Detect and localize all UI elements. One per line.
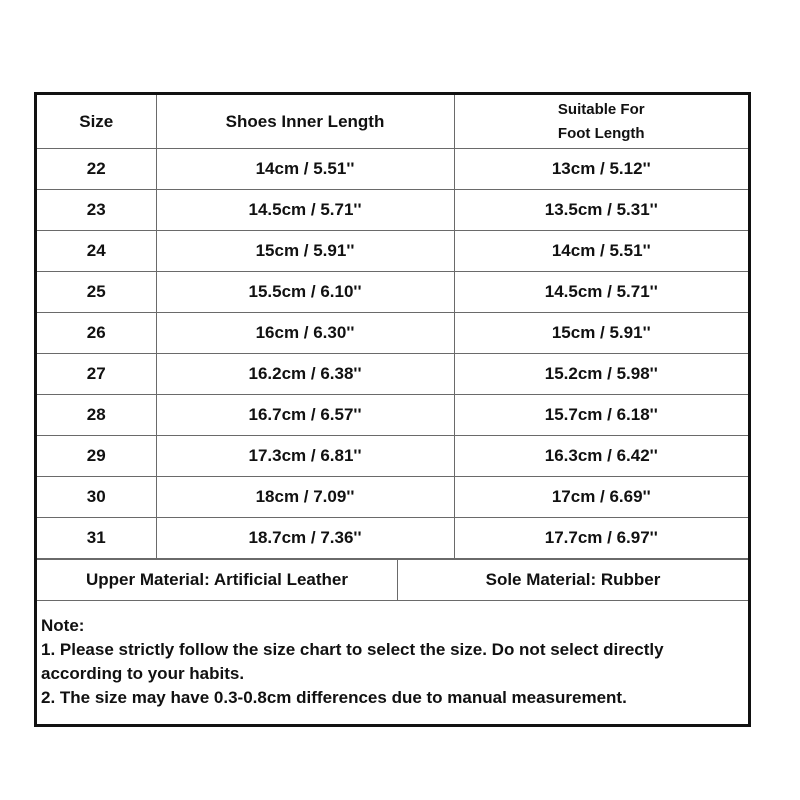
note-line-2: 2. The size may have 0.3-0.8cm differences due to manual measurement. bbox=[41, 688, 627, 707]
foot-length-cell: 14.5cm / 5.71'' bbox=[454, 272, 748, 313]
sole-material: Sole Material: Rubber bbox=[485, 570, 661, 589]
size-cell: 23 bbox=[37, 190, 156, 231]
header-inner-length: Shoes Inner Length bbox=[156, 95, 454, 149]
size-cell: 30 bbox=[37, 477, 156, 518]
material-row bbox=[37, 559, 748, 600]
inner-length-cell: 18.7cm / 7.36'' bbox=[156, 518, 454, 559]
table-row bbox=[37, 354, 748, 395]
size-cell: 22 bbox=[37, 149, 156, 190]
header-foot-length-line1: Suitable For bbox=[557, 100, 645, 118]
inner-length-cell: 15cm / 5.91'' bbox=[156, 231, 454, 272]
size-cell: 29 bbox=[37, 436, 156, 477]
note-line-1: 1. Please strictly follow the size chart to select the size. Do not select directly according to your habits. bbox=[41, 640, 664, 683]
header-size: Size bbox=[37, 95, 156, 149]
inner-length-cell: 14cm / 5.51'' bbox=[156, 149, 454, 190]
foot-length-cell: 17.7cm / 6.97'' bbox=[454, 518, 748, 559]
table-row bbox=[37, 395, 748, 436]
table-row bbox=[37, 436, 748, 477]
size-cell: 24 bbox=[37, 231, 156, 272]
foot-length-cell: 15.2cm / 5.98'' bbox=[454, 354, 748, 395]
table-row bbox=[37, 149, 748, 190]
header-foot-length bbox=[454, 95, 748, 149]
note-title: Note: bbox=[41, 616, 85, 635]
header-foot-length-line2: Foot Length bbox=[557, 124, 645, 142]
size-cell: 31 bbox=[37, 518, 156, 559]
inner-length-cell: 16.7cm / 6.57'' bbox=[156, 395, 454, 436]
inner-length-cell: 14.5cm / 5.71'' bbox=[156, 190, 454, 231]
inner-length-cell: 16cm / 6.30'' bbox=[156, 313, 454, 354]
table-body bbox=[37, 149, 748, 559]
inner-length-cell: 17.3cm / 6.81'' bbox=[156, 436, 454, 477]
table-row bbox=[37, 231, 748, 272]
table-header-row bbox=[37, 95, 748, 149]
inner-length-cell: 18cm / 7.09'' bbox=[156, 477, 454, 518]
foot-length-cell: 14cm / 5.51'' bbox=[454, 231, 748, 272]
foot-length-cell: 16.3cm / 6.42'' bbox=[454, 436, 748, 477]
size-cell: 25 bbox=[37, 272, 156, 313]
size-cell: 28 bbox=[37, 395, 156, 436]
note-section bbox=[37, 600, 748, 724]
table-row bbox=[37, 190, 748, 231]
foot-length-cell: 13cm / 5.12'' bbox=[454, 149, 748, 190]
inner-length-cell: 16.2cm / 6.38'' bbox=[156, 354, 454, 395]
foot-length-cell: 17cm / 6.69'' bbox=[454, 477, 748, 518]
table-row bbox=[37, 272, 748, 313]
table-row bbox=[37, 313, 748, 354]
upper-material: Upper Material: Artificial Leather bbox=[37, 560, 398, 600]
size-cell: 26 bbox=[37, 313, 156, 354]
table-row bbox=[37, 518, 748, 559]
table-row bbox=[37, 477, 748, 518]
inner-length-cell: 15.5cm / 6.10'' bbox=[156, 272, 454, 313]
size-chart bbox=[34, 92, 751, 727]
size-cell: 27 bbox=[37, 354, 156, 395]
foot-length-cell: 15.7cm / 6.18'' bbox=[454, 395, 748, 436]
foot-length-cell: 13.5cm / 5.31'' bbox=[454, 190, 748, 231]
size-table bbox=[37, 95, 748, 559]
foot-length-cell: 15cm / 5.91'' bbox=[454, 313, 748, 354]
